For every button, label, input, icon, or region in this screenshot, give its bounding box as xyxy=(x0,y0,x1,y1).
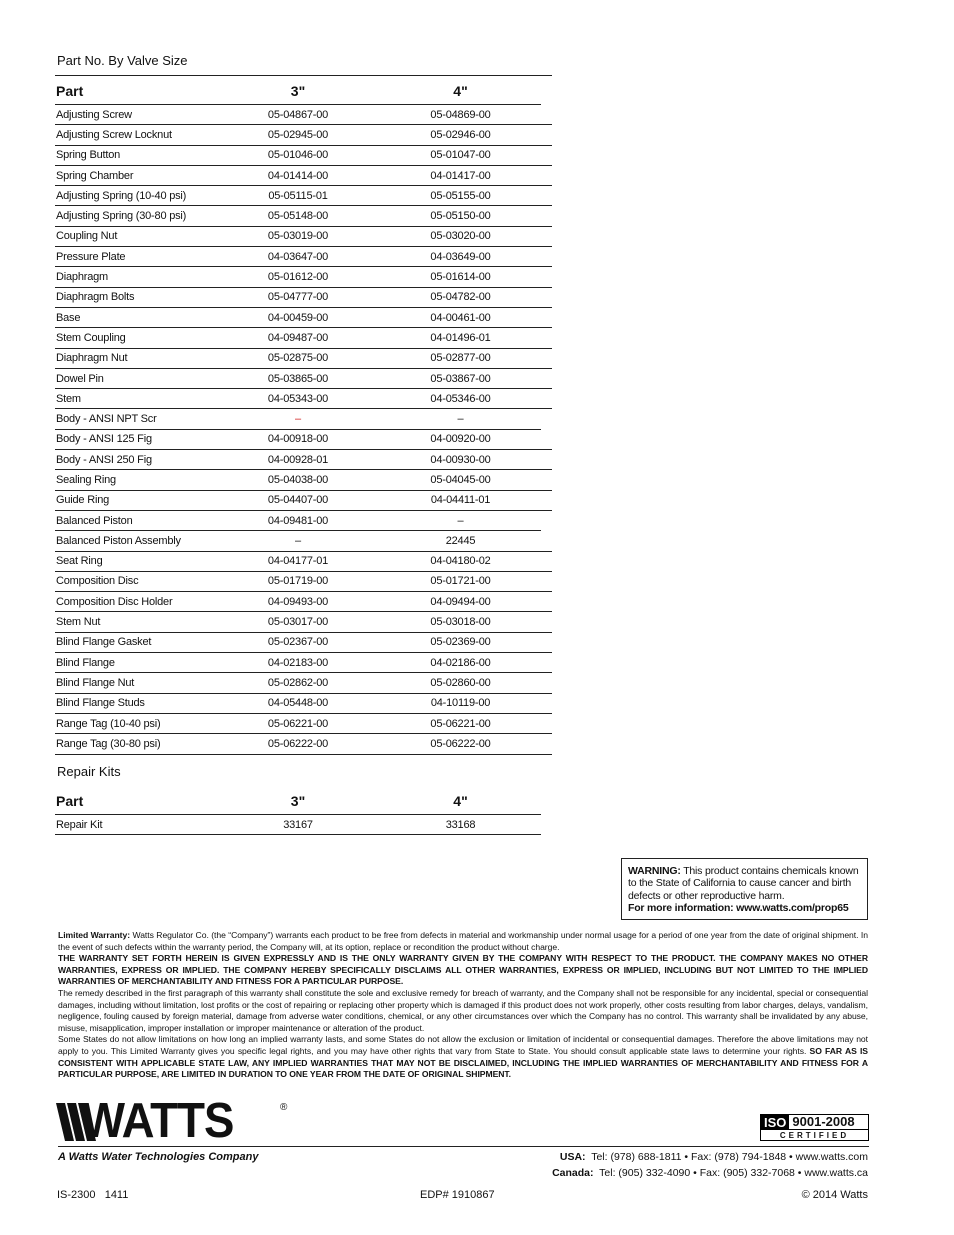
limited-warranty xyxy=(58,930,868,1081)
part-number-4in-cell: 05-04045-00 xyxy=(380,470,541,490)
watts-logo xyxy=(56,1094,291,1148)
part-number-4in-cell: 04-09494-00 xyxy=(380,592,541,612)
table-row xyxy=(55,490,552,510)
part-name-cell: Guide Ring xyxy=(55,490,216,510)
part-name-cell: Adjusting Screw xyxy=(55,105,216,125)
part-number-3in-cell: 05-01046-00 xyxy=(216,145,380,165)
document-id: IS-2300 1411 xyxy=(57,1189,129,1201)
part-name-cell: Body - ANSI 125 Fig xyxy=(55,429,216,449)
table-row xyxy=(55,145,552,165)
table-row xyxy=(55,815,552,835)
table-row xyxy=(55,450,552,470)
part-number-3in-cell: 04-09487-00 xyxy=(216,328,380,348)
company-tagline: A Watts Water Technologies Company xyxy=(58,1151,259,1163)
part-number-3in-cell: 04-05343-00 xyxy=(216,389,380,409)
warranty-p1-bold: THE WARRANTY SET FORTH HEREIN IS GIVEN EXPRESSLY AND IS THE ONLY WARRANTY GIVEN BY THE COMPANY WITH RESPECT TO THE PRODUCT. THE COMPANY MAKES NO OTHER WARRANTIES, EXPRESS OR IMPLIED. THE COMPANY HEREBY SPECIFICALLY DISCLAIMS ALL OTHER WARRANTIES, EXPRESS OR IMPLIED, INCLUDING BUT NOT LIMITED TO THE IMPLIED WARRANTIES OF MERCHANTABILITY AND FITNESS FOR A PARTICULAR PURPOSE. xyxy=(58,953,868,987)
part-number-3in-cell: 05-05148-00 xyxy=(216,206,380,226)
part-number-3in-cell: 04-03647-00 xyxy=(216,247,380,267)
table-row xyxy=(55,673,552,693)
part-number-3in-cell: – xyxy=(216,409,380,429)
part-name-cell: Stem Coupling xyxy=(55,328,216,348)
table-row xyxy=(55,409,552,429)
part-number-3in-cell: 05-02862-00 xyxy=(216,673,380,693)
part-name-cell: Balanced Piston xyxy=(55,510,216,530)
part-number-4in-cell: 04-00461-00 xyxy=(380,307,541,327)
part-name-cell: Repair Kit xyxy=(55,815,216,835)
part-number-4in-cell: 05-04869-00 xyxy=(380,105,541,125)
table-row xyxy=(55,307,552,327)
part-number-3in-cell: 05-03019-00 xyxy=(216,226,380,246)
repair-header-part: Part xyxy=(55,787,216,815)
part-number-3in-cell: 05-05115-01 xyxy=(216,186,380,206)
part-number-3in-cell: 04-05448-00 xyxy=(216,693,380,713)
part-number-4in-cell: 05-01721-00 xyxy=(380,571,541,591)
part-number-3in-cell: 04-00928-01 xyxy=(216,450,380,470)
part-number-4in-cell: 05-03867-00 xyxy=(380,368,541,388)
table-row xyxy=(55,368,552,388)
table-row xyxy=(55,470,552,490)
parts-table xyxy=(55,77,552,755)
part-number-4in-cell: 33168 xyxy=(380,815,541,835)
parts-section-title: Part No. By Valve Size xyxy=(57,53,188,68)
part-number-4in-cell: 22445 xyxy=(380,531,541,551)
part-number-4in-cell: 04-00920-00 xyxy=(380,429,541,449)
part-name-cell: Dowel Pin xyxy=(55,368,216,388)
part-number-4in-cell: 05-02877-00 xyxy=(380,348,541,368)
part-name-cell: Base xyxy=(55,307,216,327)
part-number-4in-cell: 05-02860-00 xyxy=(380,673,541,693)
warranty-p3-bold: SO FAR AS IS CONSISTENT WITH APPLICABLE STATE LAW, ANY IMPLIED WARRANTIES THAT MAY NOT BE DISCLAIMED, INCLUDING THE IMPLIED WARRANTIES OF MERCHANTABILITY AND FITNESS FOR A PARTICULAR PURPOSE, ARE LIMITED IN DURATION TO ONE YEAR FROM THE DATE OF ORIGINAL SHIPMENT. xyxy=(58,1045,868,1080)
header-part: Part xyxy=(55,77,216,105)
repair-section-title: Repair Kits xyxy=(57,764,121,779)
warranty-p1: Watts Regulator Co. (the “Company”) warrants each product to be free from defects in material and workmanship under normal usage for a period of one year from the date of original shipment. In the event of such defects within the warranty period, the Company will, at its option, replace or recondition the product without charge. xyxy=(58,930,868,952)
table-row xyxy=(55,226,552,246)
part-name-cell: Blind Flange xyxy=(55,653,216,673)
part-number-3in-cell: 05-03017-00 xyxy=(216,612,380,632)
part-number-4in-cell: 05-06221-00 xyxy=(380,713,541,733)
part-number-3in-cell: 04-04177-01 xyxy=(216,551,380,571)
part-number-3in-cell: 04-01414-00 xyxy=(216,165,380,185)
warning-text: This product contains chemicals known to the State of California to cause cancer and birth defects or other reproductive harm. xyxy=(628,865,859,902)
part-name-cell: Range Tag (10-40 psi) xyxy=(55,713,216,733)
part-number-4in-cell: 04-02186-00 xyxy=(380,653,541,673)
table-row xyxy=(55,653,552,673)
part-number-3in-cell: 05-02945-00 xyxy=(216,125,380,145)
repair-table xyxy=(55,787,552,835)
parts-table-header xyxy=(55,77,552,105)
canada-contact xyxy=(552,1167,868,1179)
part-number-3in-cell: 05-06222-00 xyxy=(216,734,380,754)
part-name-cell: Seat Ring xyxy=(55,551,216,571)
part-number-4in-cell: 04-04180-02 xyxy=(380,551,541,571)
part-number-4in-cell: – xyxy=(380,510,541,530)
part-number-3in-cell: 05-04038-00 xyxy=(216,470,380,490)
part-number-3in-cell: – xyxy=(216,531,380,551)
part-number-3in-cell: 04-09481-00 xyxy=(216,510,380,530)
table-row xyxy=(55,186,552,206)
table-row xyxy=(55,571,552,591)
table-row xyxy=(55,328,552,348)
part-name-cell: Stem Nut xyxy=(55,612,216,632)
part-name-cell: Diaphragm Nut xyxy=(55,348,216,368)
part-name-cell: Balanced Piston Assembly xyxy=(55,531,216,551)
footer-rule xyxy=(58,1146,869,1147)
part-name-cell: Adjusting Spring (10-40 psi) xyxy=(55,186,216,206)
part-number-3in-cell: 04-00918-00 xyxy=(216,429,380,449)
copyright: © 2014 Watts xyxy=(801,1189,868,1201)
part-number-3in-cell: 04-09493-00 xyxy=(216,592,380,612)
table-row xyxy=(55,267,552,287)
part-number-4in-cell: 04-05346-00 xyxy=(380,389,541,409)
part-number-3in-cell: 05-01612-00 xyxy=(216,267,380,287)
repair-header-3in: 3" xyxy=(216,787,380,815)
warning-label: WARNING: xyxy=(628,865,681,877)
part-number-3in-cell: 05-01719-00 xyxy=(216,571,380,591)
part-number-3in-cell: 05-04867-00 xyxy=(216,105,380,125)
part-number-4in-cell: 04-00930-00 xyxy=(380,450,541,470)
iso-number: 9001-2008 xyxy=(792,1114,855,1129)
part-number-4in-cell: 05-01614-00 xyxy=(380,267,541,287)
part-name-cell: Blind Flange Nut xyxy=(55,673,216,693)
part-number-4in-cell: 05-03018-00 xyxy=(380,612,541,632)
watts-logo-text: WATTS xyxy=(82,1094,234,1148)
usa-label: USA: xyxy=(559,1151,586,1163)
table-row xyxy=(55,165,552,185)
part-number-4in-cell: 05-02946-00 xyxy=(380,125,541,145)
table-row xyxy=(55,693,552,713)
part-name-cell: Spring Chamber xyxy=(55,165,216,185)
warning-more-info: For more information: www.watts.com/prop65 xyxy=(628,901,849,914)
repair-header-4in: 4" xyxy=(380,787,541,815)
table-row xyxy=(55,734,552,754)
table-row xyxy=(55,206,552,226)
iso-label: ISO xyxy=(761,1115,789,1129)
iso-certified-badge xyxy=(760,1114,869,1141)
part-name-cell: Diaphragm xyxy=(55,267,216,287)
part-name-cell: Composition Disc xyxy=(55,571,216,591)
table-row xyxy=(55,551,552,571)
registered-mark: ® xyxy=(280,1102,288,1113)
parts-table-top-rule xyxy=(55,75,552,76)
part-number-3in-cell: 04-02183-00 xyxy=(216,653,380,673)
usa-contact-details: Tel: (978) 688-1811 • Fax: (978) 794-1848 • www.watts.com xyxy=(591,1151,868,1163)
part-number-4in-cell: 05-05150-00 xyxy=(380,206,541,226)
part-number-4in-cell: 04-04411-01 xyxy=(380,490,541,510)
table-row xyxy=(55,632,552,652)
part-number-4in-cell: 04-03649-00 xyxy=(380,247,541,267)
table-row xyxy=(55,592,552,612)
warranty-p3: Some States do not allow limitations on how long an implied warranty lasts, and some States do not allow the exclusion or limitation of incidental or consequential damages. Therefore the above limitations may not apply to you. This Limited Warranty gives you specific legal rights, and you may have other rights that vary from State to State. You should consult applicable state laws to determine your rights. xyxy=(58,1034,868,1056)
part-number-3in-cell: 05-03865-00 xyxy=(216,368,380,388)
edp-number: EDP# 1910867 xyxy=(420,1189,495,1201)
part-name-cell: Blind Flange Studs xyxy=(55,693,216,713)
part-name-cell: Coupling Nut xyxy=(55,226,216,246)
table-row xyxy=(55,612,552,632)
part-name-cell: Pressure Plate xyxy=(55,247,216,267)
part-number-3in-cell: 05-04407-00 xyxy=(216,490,380,510)
part-number-3in-cell: 04-00459-00 xyxy=(216,307,380,327)
table-row xyxy=(55,510,552,530)
part-name-cell: Adjusting Screw Locknut xyxy=(55,125,216,145)
part-name-cell: Sealing Ring xyxy=(55,470,216,490)
part-number-4in-cell: 05-02369-00 xyxy=(380,632,541,652)
part-name-cell: Blind Flange Gasket xyxy=(55,632,216,652)
part-name-cell: Adjusting Spring (30-80 psi) xyxy=(55,206,216,226)
table-row xyxy=(55,429,552,449)
usa-contact xyxy=(560,1151,868,1163)
part-number-3in-cell: 05-02367-00 xyxy=(216,632,380,652)
prop65-warning-box xyxy=(621,858,868,920)
part-number-4in-cell: 05-04782-00 xyxy=(380,287,541,307)
table-row xyxy=(55,105,552,125)
iso-certified-label: CERTIFIED xyxy=(760,1130,869,1141)
table-row xyxy=(55,247,552,267)
warranty-p2: The remedy described in the first paragraph of this warranty shall constitute the sole and exclusive remedy for breach of warranty, and the Company shall not be responsible for any incidental, special or consequential damages, including without limitation, lost profits or the cost of repairing or replacing other property which is damaged if this product does not work properly, other costs resulting from labor charges, delays, vandalism, negligence, fouling caused by foreign material, damage from adverse water conditions, chemical, or any other circumstances over which the Company has no control. This warranty shall be invalidated by any abuse, misuse, misapplication, improper installation or improper maintenance or alteration of the product. xyxy=(58,987,868,1033)
part-number-4in-cell: 05-05155-00 xyxy=(380,186,541,206)
table-row xyxy=(55,531,552,551)
canada-contact-details: Tel: (905) 332-4090 • Fax: (905) 332-7068 • www.watts.ca xyxy=(599,1167,868,1179)
table-row xyxy=(55,348,552,368)
part-number-3in-cell: 33167 xyxy=(216,815,380,835)
table-row xyxy=(55,713,552,733)
repair-table-header xyxy=(55,787,552,815)
part-number-4in-cell: 04-01496-01 xyxy=(380,328,541,348)
part-number-4in-cell: 04-10119-00 xyxy=(380,693,541,713)
part-name-cell: Composition Disc Holder xyxy=(55,592,216,612)
table-row xyxy=(55,125,552,145)
header-3in: 3" xyxy=(216,77,380,105)
header-4in: 4" xyxy=(380,77,541,105)
part-number-4in-cell: – xyxy=(380,409,541,429)
warranty-label: Limited Warranty: xyxy=(58,930,130,940)
part-number-4in-cell: 05-01047-00 xyxy=(380,145,541,165)
part-name-cell: Diaphragm Bolts xyxy=(55,287,216,307)
part-number-3in-cell: 05-02875-00 xyxy=(216,348,380,368)
part-name-cell: Spring Button xyxy=(55,145,216,165)
part-number-3in-cell: 05-06221-00 xyxy=(216,713,380,733)
table-row xyxy=(55,389,552,409)
part-name-cell: Body - ANSI 250 Fig xyxy=(55,450,216,470)
part-number-4in-cell: 04-01417-00 xyxy=(380,165,541,185)
part-name-cell: Range Tag (30-80 psi) xyxy=(55,734,216,754)
part-number-4in-cell: 05-06222-00 xyxy=(380,734,541,754)
part-name-cell: Body - ANSI NPT Scr xyxy=(55,409,216,429)
table-row xyxy=(55,287,552,307)
part-number-3in-cell: 05-04777-00 xyxy=(216,287,380,307)
canada-label: Canada: xyxy=(552,1167,594,1179)
part-name-cell: Stem xyxy=(55,389,216,409)
part-number-4in-cell: 05-03020-00 xyxy=(380,226,541,246)
